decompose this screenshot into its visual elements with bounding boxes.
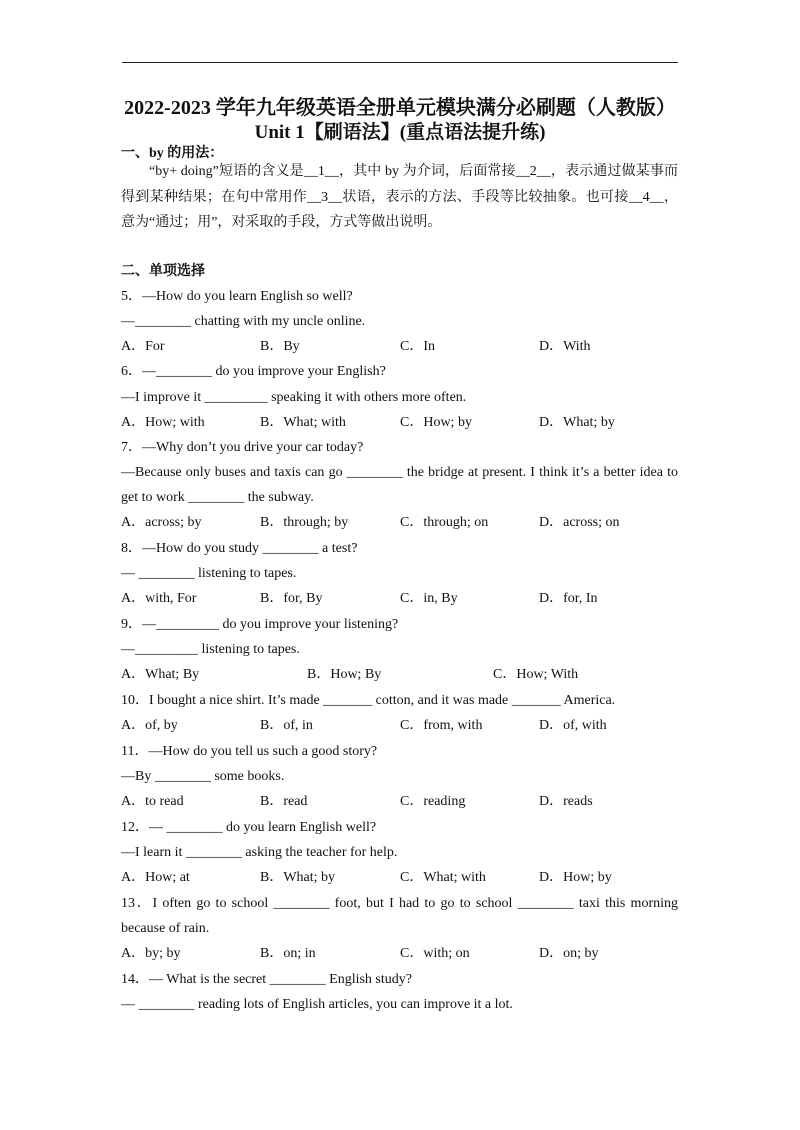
option-b: B．By <box>260 339 300 354</box>
question-line: get to work ________ the subway. <box>121 490 314 505</box>
option-b: B．through; by <box>260 515 349 530</box>
option-c: C．How; With <box>493 667 579 682</box>
question-line: 11．—How do you tell us such a good story? <box>121 744 378 759</box>
option-a: A．What; By <box>121 667 200 682</box>
option-c: C．from, with <box>400 718 483 733</box>
option-b: B．on; in <box>260 946 316 961</box>
option-d: D．What; by <box>539 415 615 430</box>
option-a: A．For <box>121 339 165 354</box>
option-c: C．with; on <box>400 946 470 961</box>
option-c: C．in, By <box>400 591 458 606</box>
option-a: A．How; at <box>121 870 190 885</box>
question-line: —Because only buses and taxis can go ________ the bridge at present. I think it’s a better idea to <box>121 465 678 480</box>
option-c: C．through; on <box>400 515 489 530</box>
section2-heading: 二、单项选择 <box>121 264 205 279</box>
option-d: D．for, In <box>539 591 598 606</box>
option-c: C．How; by <box>400 415 472 430</box>
question-line: 12．— ________ do you learn English well? <box>121 820 377 835</box>
option-d: D．across; on <box>539 515 620 530</box>
option-a: A．with, For <box>121 591 197 606</box>
question-line: 9．—_________ do you improve your listening? <box>121 617 399 632</box>
page-subtitle: Unit 1【刷语法】(重点语法提升练) <box>254 122 546 143</box>
question-line: — ________ listening to tapes. <box>121 566 297 581</box>
option-d: D．on; by <box>539 946 599 961</box>
question-line: 13．I often go to school ________ foot, but I had to go to school ________ taxi this morning <box>121 896 678 911</box>
question-line: 14．— What is the secret ________ English study? <box>121 972 412 987</box>
question-line: because of rain. <box>121 921 210 936</box>
question-line: —By ________ some books. <box>121 769 285 784</box>
option-a: A．by; by <box>121 946 181 961</box>
option-b: B．What; by <box>260 870 336 885</box>
option-d: D．of, with <box>539 718 607 733</box>
option-b: B．How; By <box>307 667 382 682</box>
option-c: C．reading <box>400 794 466 809</box>
option-b: B．of, in <box>260 718 313 733</box>
option-a: A．How; with <box>121 415 205 430</box>
question-line: —________ chatting with my uncle online. <box>121 314 366 329</box>
question-line: 5．—How do you learn English so well? <box>121 289 353 304</box>
question-line: 6．—________ do you improve your English? <box>121 364 386 379</box>
question-line: —I improve it _________ speaking it with others more often. <box>121 390 467 405</box>
question-line: 7．—Why don’t you drive your car today? <box>121 440 364 455</box>
option-b: B．for, By <box>260 591 323 606</box>
header-rule <box>122 62 678 63</box>
section1-heading: 一、by 的用法： <box>121 146 224 161</box>
option-a: A．of, by <box>121 718 178 733</box>
section1-line: 得到某种结果；在句中常用作__3__状语，表示的方法、手段等比较抽象。也可接__4__， <box>121 190 678 205</box>
question-line: 8．—How do you study ________ a test? <box>121 541 358 556</box>
question-line: — ________ reading lots of English articles, you can improve it a lot. <box>121 997 513 1012</box>
question-line: —_________ listening to tapes. <box>121 642 300 657</box>
page-title: 2022-2023 学年九年级英语全册单元模块满分必刷题（人教版） <box>124 97 676 119</box>
option-c: C．What; with <box>400 870 486 885</box>
option-d: D．How; by <box>539 870 612 885</box>
section1-line: 意为“通过；用”，对采取的手段，方式等做出说明。 <box>121 215 442 230</box>
option-a: A．across; by <box>121 515 202 530</box>
option-d: D．With <box>539 339 591 354</box>
section1-line: “by+ doing”短语的含义是__1__，其中 by 为介词，后面常接__2__，表示通过做某事而 <box>149 164 678 179</box>
option-a: A．to read <box>121 794 184 809</box>
option-b: B．read <box>260 794 308 809</box>
option-d: D．reads <box>539 794 593 809</box>
question-line: 10．I bought a nice shirt. It’s made _______ cotton, and it was made _______ America. <box>121 693 616 708</box>
option-b: B．What; with <box>260 415 346 430</box>
question-line: —I learn it ________ asking the teacher for help. <box>121 845 398 860</box>
option-c: C．In <box>400 339 435 354</box>
